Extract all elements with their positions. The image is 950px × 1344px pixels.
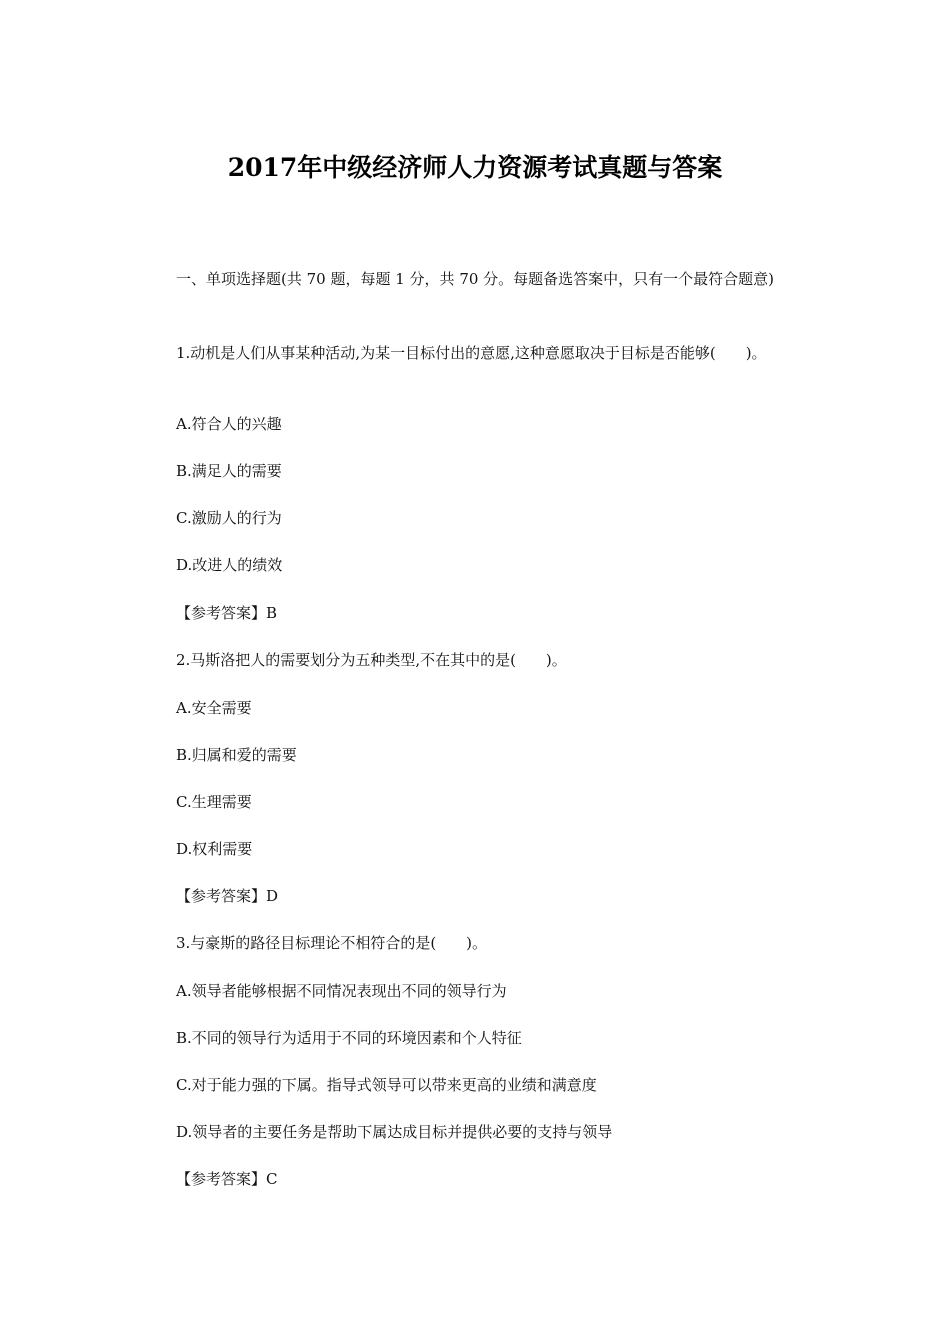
- question-1-option-d: D.改进人的绩效: [176, 556, 283, 574]
- question-1-option-b: B.满足人的需要: [176, 462, 282, 480]
- question-2-stem: 2.马斯洛把人的需要划分为五种类型,不在其中的是( )。: [176, 651, 567, 669]
- question-2-option-b: B.归属和爱的需要: [176, 746, 297, 764]
- section-intro: 一、单项选择题(共 70 题，每题 1 分，共 70 分。每题备选答案中，只有一个最符合题意): [176, 270, 775, 288]
- question-1-option-c: C.激励人的行为: [176, 509, 282, 527]
- question-1-stem: 1.动机是人们从事某种活动,为某一目标付出的意愿,这种意愿取决于目标是否能够( )。: [176, 344, 767, 362]
- question-1-option-a: A.符合人的兴趣: [176, 415, 282, 433]
- question-2-option-d: D.权利需要: [176, 840, 253, 858]
- question-2-answer: 【参考答案】D: [176, 887, 279, 905]
- question-3-option-d: D.领导者的主要任务是帮助下属达成目标并提供必要的支持与领导: [176, 1123, 613, 1141]
- question-3-answer: 【参考答案】C: [176, 1170, 278, 1188]
- question-2-option-c: C.生理需要: [176, 793, 252, 811]
- question-3-option-b: B.不同的领导行为适用于不同的环境因素和个人特征: [176, 1029, 522, 1047]
- question-3-option-c: C.对于能力强的下属。指导式领导可以带来更高的业绩和满意度: [176, 1076, 597, 1094]
- question-2-option-a: A.安全需要: [176, 699, 252, 717]
- question-3-option-a: A.领导者能够根据不同情况表现出不同的领导行为: [176, 982, 507, 1000]
- question-3-stem: 3.与豪斯的路径目标理论不相符合的是( )。: [176, 934, 488, 952]
- question-1-answer: 【参考答案】B: [176, 604, 278, 622]
- page-title: 2017年中级经济师人力资源考试真题与答案: [227, 153, 723, 182]
